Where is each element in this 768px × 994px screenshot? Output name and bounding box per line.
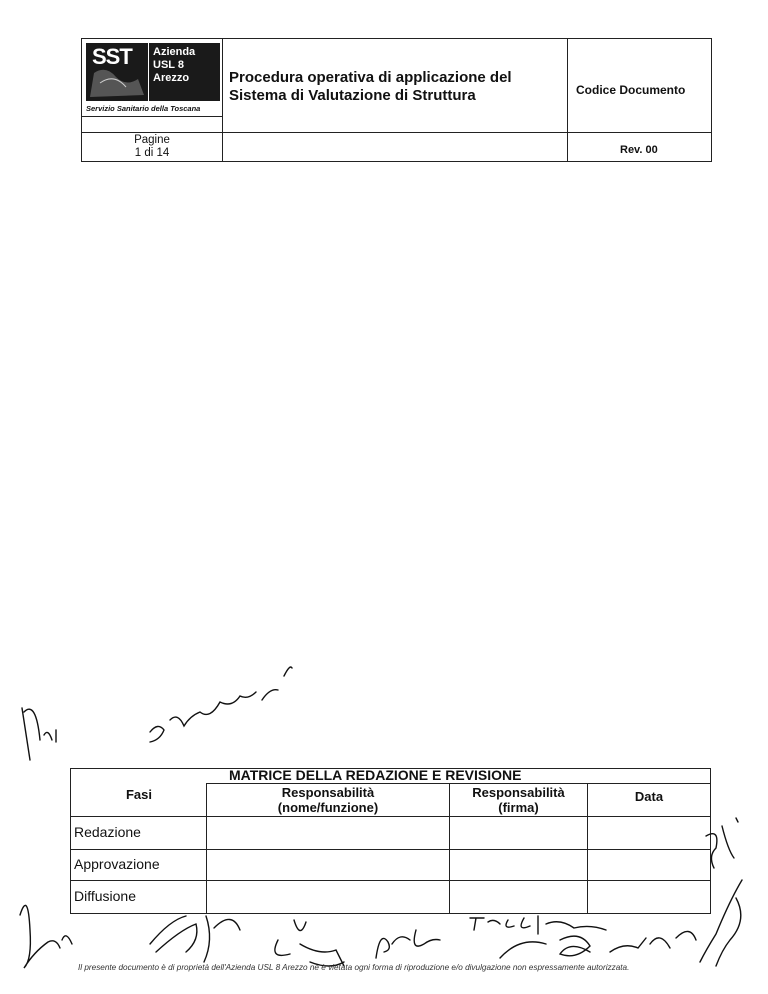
col-header-data: Data <box>634 789 664 804</box>
title-line-2: Sistema di Valutazione di Struttura <box>229 87 476 104</box>
logo-line-3: Arezzo <box>153 72 190 84</box>
logo-footer-text: Servizio Sanitario della Toscana <box>86 104 201 113</box>
row-label-approvazione: Approvazione <box>74 856 160 872</box>
matrix-title: MATRICE DELLA REDAZIONE E REVISIONE <box>229 767 522 783</box>
pages-label: Pagine <box>134 134 170 146</box>
signature-mark-top-left <box>22 667 292 760</box>
row-label-redazione: Redazione <box>74 824 141 840</box>
code-label: Codice Documento <box>576 83 686 97</box>
footer-disclaimer: Il presente documento è di proprietà dell'Azienda USL 8 Arezzo ne è vietata ogni forma di riproduzione e/o divulgazione non espressamente autorizzata. <box>78 963 630 972</box>
logo-line-2: USL 8 <box>153 59 184 71</box>
revision-label: Rev. 00 <box>620 144 658 156</box>
resp-name-line-2: (nome/funzione) <box>277 800 379 815</box>
logo-sst-text: SST <box>92 44 132 69</box>
resp-name-line-1: Responsabilità <box>281 785 375 800</box>
signature-mark-right <box>706 818 738 868</box>
logo-line-1: Azienda <box>153 46 196 58</box>
row-label-diffusione: Diffusione <box>74 888 137 904</box>
signature-mark-bottom <box>20 880 742 968</box>
title-line-1: Procedura operativa di applicazione del <box>229 69 512 86</box>
col-header-fasi: Fasi <box>125 787 152 802</box>
pages-value: 1 di 14 <box>134 147 170 159</box>
resp-sign-line-2: (firma) <box>498 800 539 815</box>
resp-sign-line-1: Responsabilità <box>472 785 565 800</box>
